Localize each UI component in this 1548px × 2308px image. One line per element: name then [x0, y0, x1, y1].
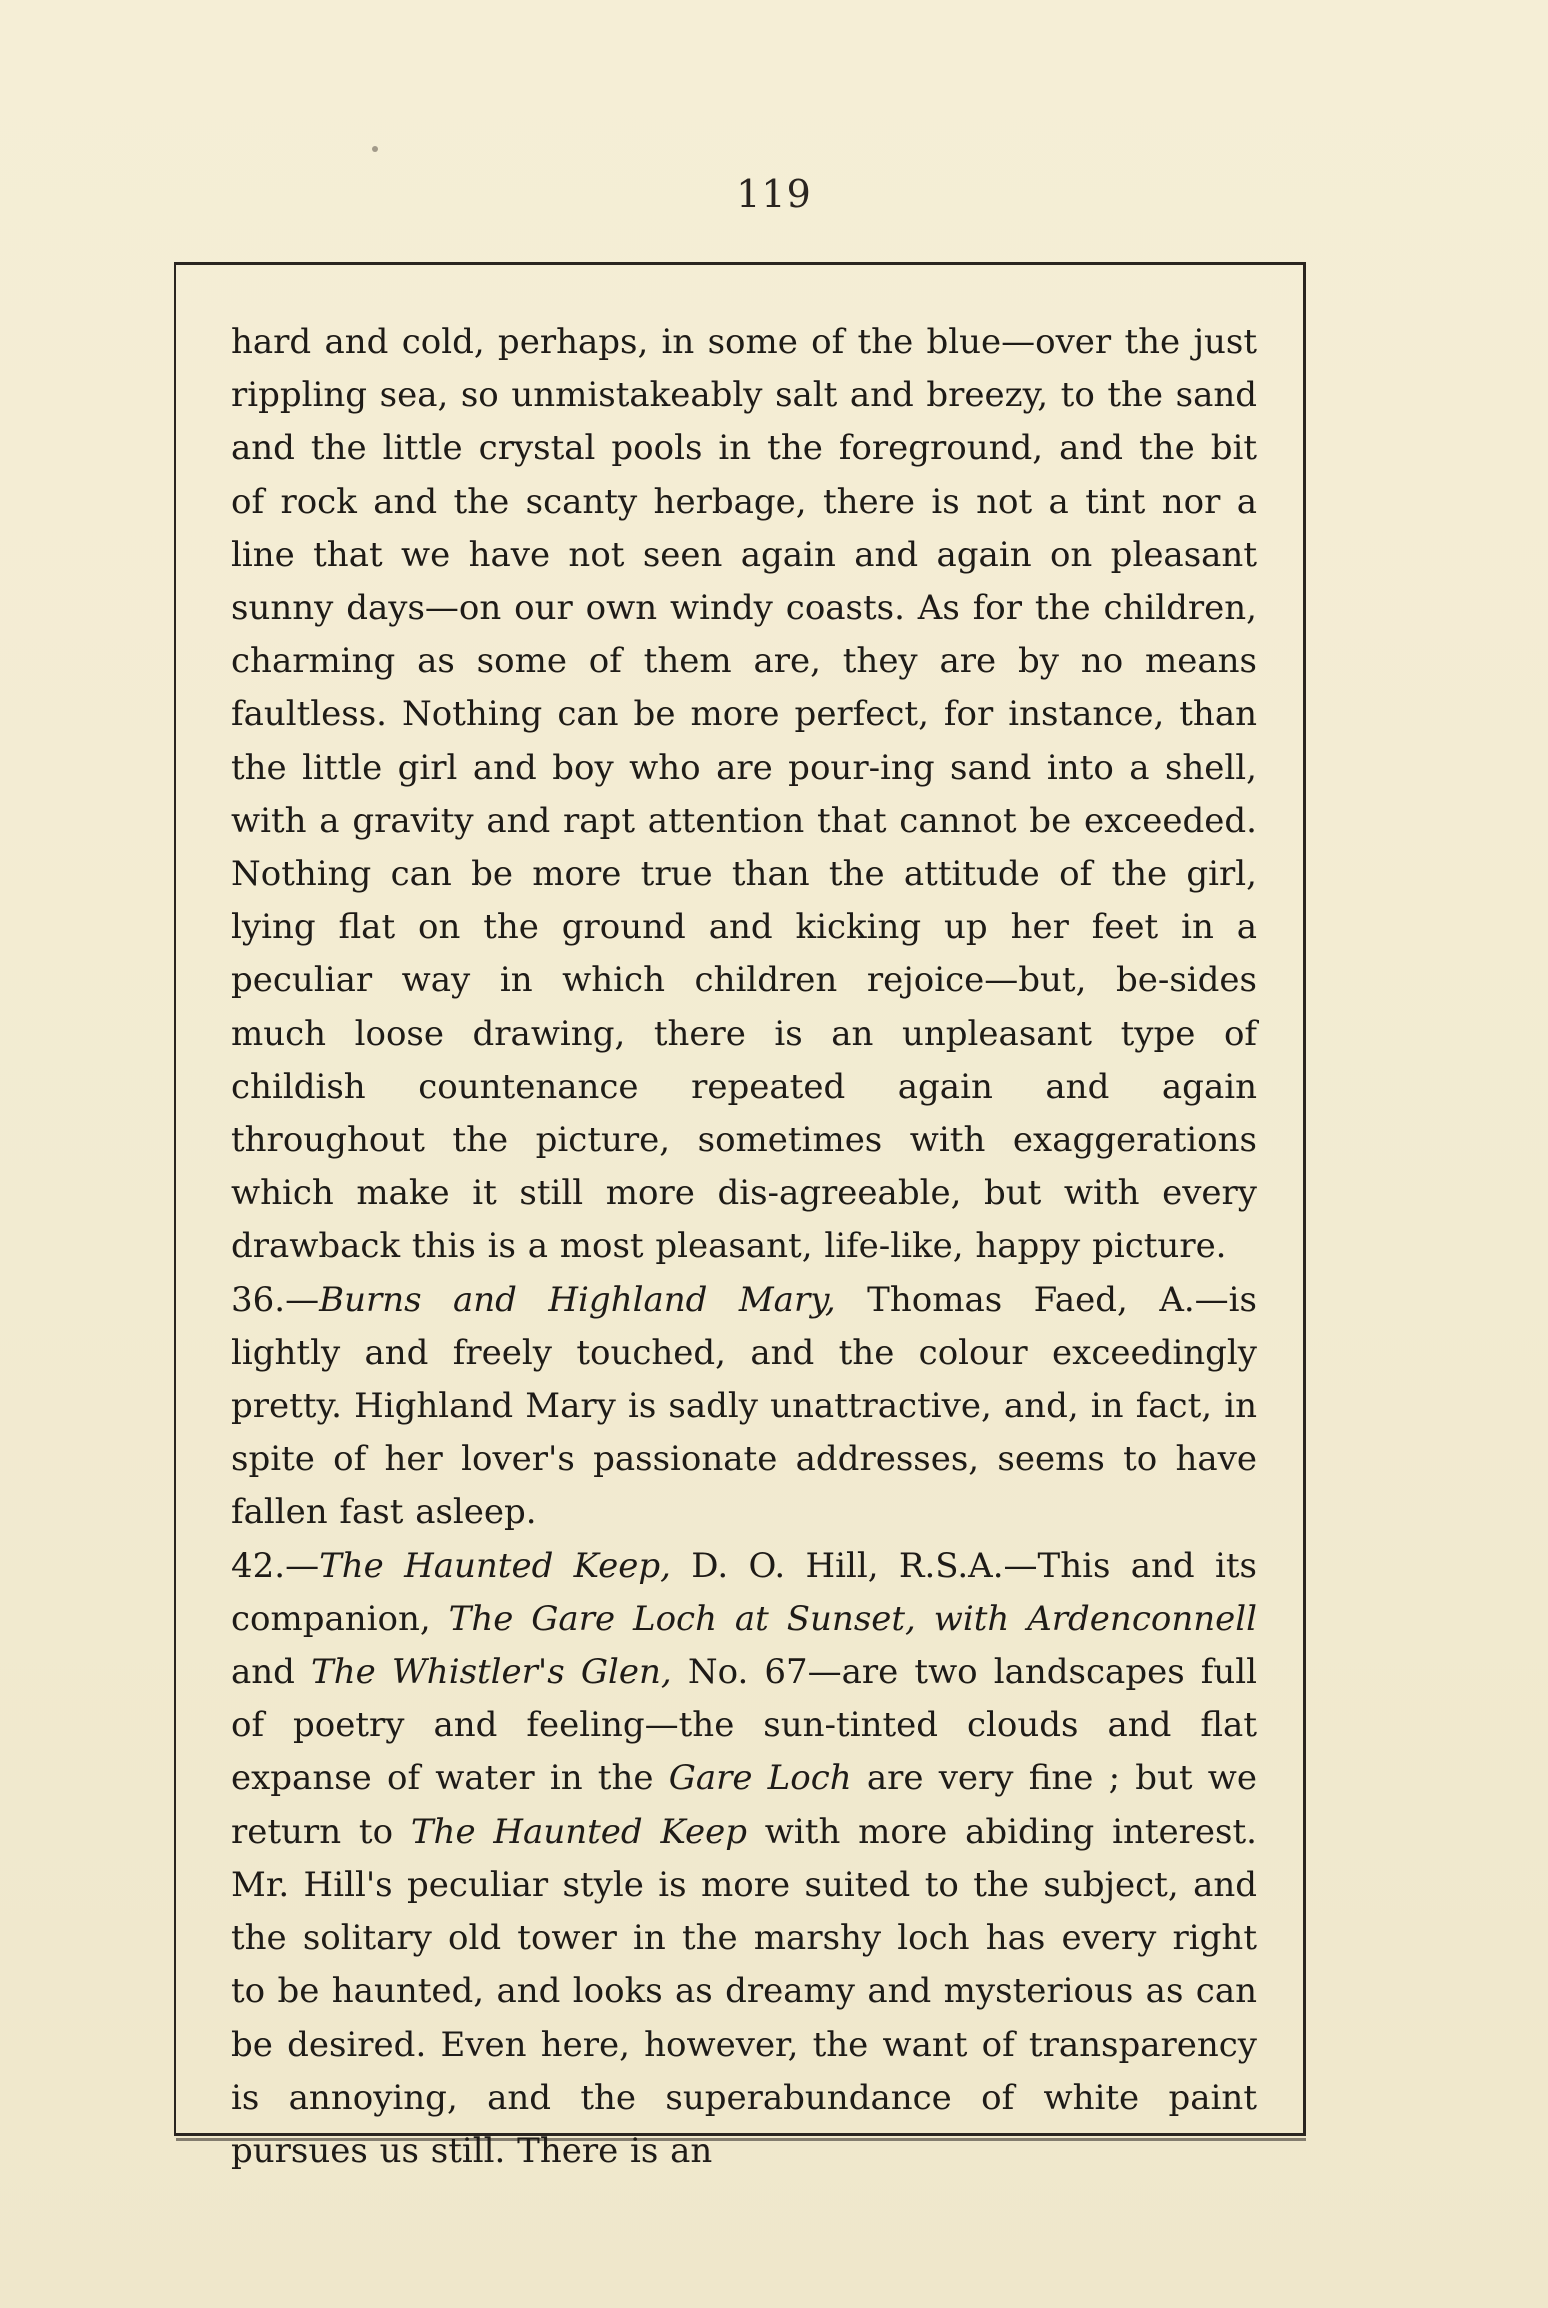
entry-42 — [231, 1540, 1257, 2178]
painting-title: Burns and Highland Mary, — [319, 1279, 836, 1320]
entry-text: are very fine ; but we return to — [231, 1758, 1257, 1852]
painting-title: Gare Loch — [668, 1758, 852, 1799]
entry-number: 36.— — [231, 1279, 320, 1320]
print-speck — [372, 146, 378, 152]
entry-text: and — [231, 1652, 312, 1693]
entry-text: D. O. Hill, R.S.A.—This and its companion, — [231, 1545, 1257, 1639]
painting-title: The Haunted Keep, — [319, 1545, 671, 1586]
entry-number: 42.— — [231, 1545, 320, 1586]
painting-title: The Haunted Keep — [410, 1811, 747, 1852]
painting-title: The Gare Loch at Sunset, with Ardenconnell — [448, 1598, 1257, 1639]
body-text — [231, 316, 1257, 2178]
entry-text: with more abiding interest. Mr. Hill's peculiar style is more suited to the subject, and the solitary old tower in the marshy loch has every right to be haunted, and looks as dreamy and mysterious as can be desired. Even here, however, the want of transparency is annoying, and the superabundance of white paint pursues us still. There is an — [231, 1811, 1257, 2171]
entry-text: No. 67—are two landscapes full of poetry and feeling—the sun-tinted clouds and flat expanse of water in the — [231, 1652, 1257, 1799]
painting-title: The Whistler's Glen, — [311, 1652, 672, 1693]
entry-36 — [231, 1274, 1257, 1540]
entry-text: Thomas Faed, A.—is lightly and freely touched, and the colour exceedingly pretty. Highland Mary is sadly unattractive, and, in fact, in spite of her lover's passionate addresses, seems to have fallen fast asleep. — [231, 1279, 1258, 1533]
paragraph-continued: hard and cold, perhaps, in some of the blue—over the just rippling sea, so unmistakeably salt and breezy, to the sand and the little crystal pools in the foreground, and the bit of rock and the scanty herbage, there is not a tint nor a line that we have not seen again and again on pleasant sunny days—on our own windy coasts. As for the children, charming as some of them are, they are by no means faultless. Nothing can be more perfect, for instance, than the little girl and boy who are pour-ing sand into a shell, with a gravity and rapt attention that cannot be exceeded. Nothing can be more true than the attitude of the girl, lying flat on the ground and kicking up her feet in a peculiar way in which children rejoice—but, be-sides much loose drawing, there is an unpleasant type of childish countenance repeated again and again throughout the picture, sometimes with exaggerations which make it still more dis-agreeable, but with every drawback this is a most pleasant, life-like, happy picture. — [231, 322, 1257, 1267]
page-number: 119 — [736, 172, 812, 216]
